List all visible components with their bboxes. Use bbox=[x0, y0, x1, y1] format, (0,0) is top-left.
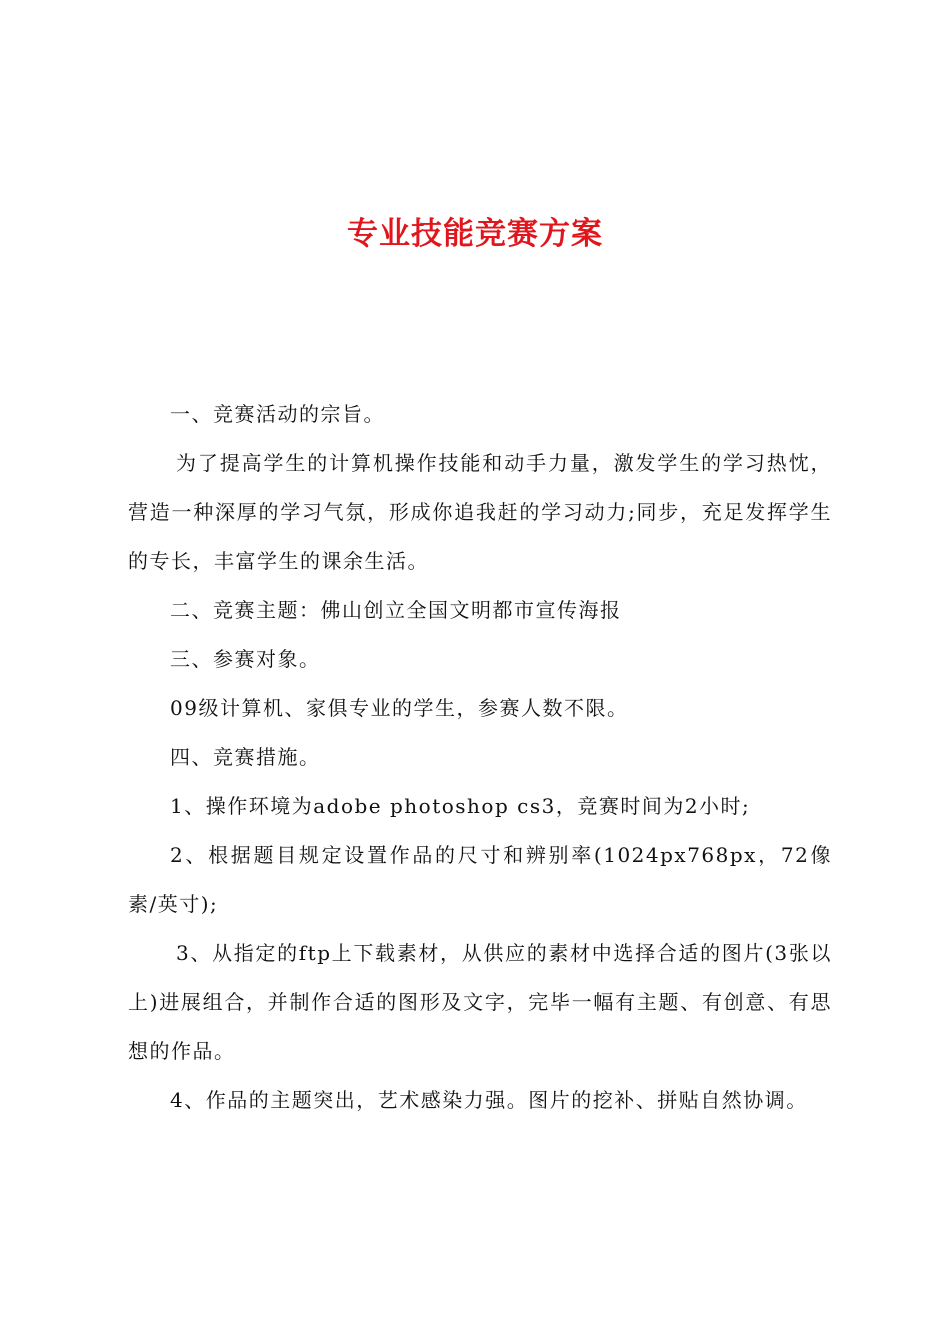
measure-item-4: 4、作品的主题突出，艺术感染力强。图片的挖补、拼贴自然协调。 bbox=[170, 1088, 808, 1112]
section-heading-participants: 三、参赛对象。 bbox=[170, 647, 321, 671]
purpose-paragraph: 为了提高学生的计算机操作技能和动手力量，激发学生的学习热忱，营造一种深厚的学习气氛，形成你追我赶的学习动力;同步，充足发挥学生的专长，丰富学生的课余生活。 bbox=[128, 451, 832, 573]
participants-paragraph: 09级计算机、家俱专业的学生，参赛人数不限。 bbox=[170, 696, 629, 720]
measure-item-3: 3、从指定的ftp上下载素材，从供应的素材中选择合适的图片(3张以上)进展组合，并制作合适的图形及文字，完毕一幅有主题、有创意、有思想的作品。 bbox=[128, 941, 832, 1063]
document-title: 专业技能竞赛方案 bbox=[347, 216, 603, 252]
measure-item-2: 2、根据题目规定设置作品的尺寸和辨别率(1024px768px，72像素/英寸); bbox=[128, 843, 832, 916]
section-heading-measures: 四、竞赛措施。 bbox=[170, 745, 321, 769]
measure-item-1: 1、操作环境为adobe photoshop cs3，竞赛时间为2小时; bbox=[170, 794, 751, 818]
section-heading-purpose: 一、竞赛活动的宗旨。 bbox=[170, 402, 385, 426]
document-body bbox=[128, 390, 832, 1125]
section-heading-theme: 二、竞赛主题：佛山创立全国文明都市宣传海报 bbox=[170, 598, 622, 622]
